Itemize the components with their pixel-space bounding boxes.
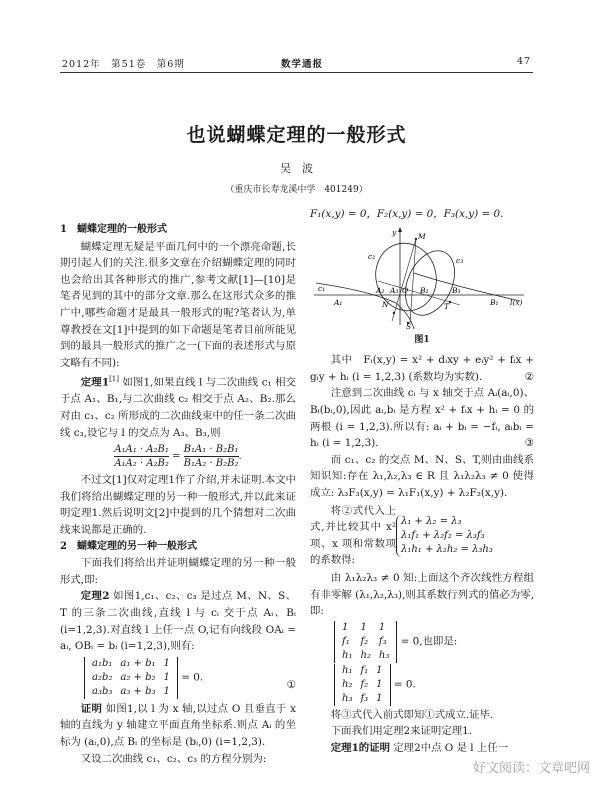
left-column xyxy=(60,222,296,767)
proof-thm1-text: 定理2中点 O 是 l 上任一 xyxy=(393,741,509,754)
label-n: N xyxy=(382,299,389,309)
curve-c1-upper xyxy=(414,273,520,301)
paragraph-pencil: 而 c₁、c₂ 的交点 M、N、S、T,则由曲线系知识知:存在 λ₁,λ₂,λ₃ ∈ R 且 λ₁λ₂λ₃ ≠ 0 使得成立: λ₃F₃(x,y) = λ₁F₁(x,y) + λ₂F₂(x,y). xyxy=(310,453,534,499)
label-a2: A₂ xyxy=(376,285,385,295)
label-a3: A₃ xyxy=(390,285,399,295)
section-1-heading: 1 蝴蝶定理的一般形式 xyxy=(60,224,167,235)
theorem-2-label: 定理2 xyxy=(80,590,110,603)
theorem-1-label: 定理1 xyxy=(80,376,110,389)
affiliation: （重庆市长寿龙溪中学 401249） xyxy=(225,185,368,195)
header-left: 2012年 第51卷 第6期 xyxy=(62,59,185,70)
formula-rhs-numerator: B₁A₁ · B₂B₁ xyxy=(183,444,239,456)
equation-det-2 xyxy=(334,621,534,663)
proof-paragraph xyxy=(60,701,296,751)
curve-c2 xyxy=(368,236,444,317)
proof-thm1-label: 定理1的证明 xyxy=(330,741,390,754)
determinant-3-tail: = 0. xyxy=(393,678,416,691)
label-b2: B₂ xyxy=(420,285,429,295)
label-c3: c₃ xyxy=(456,255,464,265)
equation-1-tail: = 0. xyxy=(181,671,204,684)
system-eq-2: λ₁f₁ + λ₂f₂ = λ₃f₃ xyxy=(401,529,485,541)
theorem-1 xyxy=(60,371,296,441)
paragraph-proof-thm1 xyxy=(310,740,534,757)
formula-ratio: $\frac{\text{A₁A₁ · A₂B₁}}{\text{A₁A₂ · A₂B₂}}$ = $\frac{\text{B₁A₁ · B₂B₁}}{\text{B₁A₂ · B₂B₂}}$ . xyxy=(114,444,242,470)
paragraph-roots xyxy=(310,385,534,451)
paragraph-curve-equations: 又设二次曲线 c₁、c₂、c₃ 的方程分别为: xyxy=(80,752,267,765)
theorem-1-text: 如图1,如果直线 l 与二次曲线 c₁ 相交于点 A₁、B₁,与二次曲线 c₂ 相交于点 A₂、B₂.那么对由 c₁、c₂ 所形成的二次曲线束中的任一条二次曲线 c₃,设它与 l 的交点为 A₃、B₃,则 xyxy=(60,376,297,439)
determinant-2-tail: = 0,也即是: xyxy=(400,635,458,648)
figure-1 xyxy=(310,225,534,330)
paragraph-where xyxy=(310,352,534,385)
label-l-x: l(x) xyxy=(510,297,523,307)
theorem-1-citation: [1] xyxy=(109,375,119,384)
formula-lhs-denominator: A₁A₂ · A₂B₂ xyxy=(114,458,169,470)
paragraph-qed: 将③式代入前式即知①式成立.证毕. xyxy=(330,708,494,721)
linear-system xyxy=(396,515,493,557)
paragraph-section-2: 下面我们将给出并证明蝴蝶定理的另一种一般形式,即: xyxy=(60,557,296,586)
paragraph-nonzero-solution: 由 λ₁λ₂λ₃ ≠ 0 知:上面这个齐次线性方程组有非零解 (λ₁,λ₂,λ₃),则其系数行列式的值必为零,即: xyxy=(310,571,534,618)
theorem-2-text: 如图1,c₁、c₂、c₃ 是过点 M、N、S、T 的三条二次曲线,直线 l 与 cᵢ 交于点 Aᵢ、Bᵢ (i=1,2,3).对直线 l 上任一点 O,记有向线段 OAᵢ = aᵢ, OBᵢ = bᵢ (i=1,2,3),则有: xyxy=(60,590,296,653)
article-title: 也说蝴蝶定理的一般形式 xyxy=(186,124,407,146)
paragraph-motivation: 不过文[1]仅对定理1作了介绍,并未证明.本文中我们将给出蝴蝶定理的另一种一般形式,并以此来证明定理1.然后说明文[2]中提到的几个猜想对二次曲线来说都是正确的. xyxy=(60,474,296,536)
site-watermark: 好文阅读：文章吧网 xyxy=(472,761,590,776)
equation-3-number: ③ xyxy=(524,437,534,450)
label-m: M xyxy=(418,231,426,241)
proof-label: 证明 xyxy=(80,702,103,715)
right-column xyxy=(310,206,534,756)
equation-2-number: ② xyxy=(524,370,534,383)
section-2-heading: 2 蝴蝶定理的另一种一般形式 xyxy=(60,540,197,552)
figure-1-caption: 图1 xyxy=(414,334,430,345)
curve-c1 xyxy=(316,283,414,329)
header-page-number: 47 xyxy=(517,56,532,67)
roots-text: 注意到二次曲线 cᵢ 与 x 轴交于点 Aᵢ(aᵢ,0)、Bᵢ(bᵢ,0),因此 aᵢ,bᵢ 是方程 x² + fᵢx + hᵢ = 0 的两根 (i = 1,2,3).所以有: aᵢ + bᵢ = −fᵢ, aᵢbᵢ = hᵢ (i = 1,2,3). xyxy=(310,387,534,450)
label-a1: A₁ xyxy=(334,297,343,307)
label-y: y xyxy=(392,227,397,237)
proof-text: 如图1,以 l 为 x 轴,以过点 O 且垂直于 x 轴的直线为 y 轴建立平面直角坐标系.则点 Aᵢ 的坐标为 (aᵢ,0),点 Bᵢ 的坐标是 (bᵢ,0) (i=1,2,3). xyxy=(60,702,296,748)
chord-mn xyxy=(392,239,416,321)
label-s: S xyxy=(406,321,412,330)
paragraph-coefficients xyxy=(310,503,534,569)
label-o: O xyxy=(402,285,409,295)
label-b1: B₁ xyxy=(490,297,499,307)
label-t: T xyxy=(444,301,450,311)
label-c1: c₁ xyxy=(318,283,326,293)
header-rule xyxy=(60,72,533,73)
determinant-2: 1 1 1 f₁ f₂ f₃ h₁ h₂ h₃ xyxy=(334,621,397,663)
formula-lhs-numerator: A₁A₁ · A₂B₁ xyxy=(114,444,169,456)
author: 吴 波 xyxy=(280,162,313,175)
paragraph-next: 下面我们用定理2来证明定理1. xyxy=(330,725,473,738)
system-eq-1: λ₁ + λ₂ = λ₃ xyxy=(401,515,462,527)
label-c2: c₂ xyxy=(368,251,376,261)
coefficients-text: 将②式代入上式,并比较其中 x² 项、x 项和常数项的系数得: xyxy=(310,504,396,567)
equation-det-3 xyxy=(334,664,534,706)
determinant-3: h₁ f₁ 1 h₂ f₂ 1 h₃ f₃ 1 xyxy=(334,664,391,706)
equation-1 xyxy=(84,657,296,699)
label-b3: B₃ xyxy=(452,285,461,295)
theorem-2 xyxy=(60,588,296,654)
y-axis-arrow xyxy=(398,227,402,232)
paragraph-intro: 蝴蝶定理无疑是平面几何中的一个漂亮命题,长期引起人们的关注.很多文章在介绍蝴蝶定理的同时也会给出其各种形式的推广,参考文献[1]—[10]是笔者见到的其中的部分文章.那么在这形式众多的推广中,哪些命题才是最具一般形式的呢?笔者认为,单尊教授在文[1]中提到的如下命题是笔者目前所能见到的最具一般形式的推广之一(下面的表述形式与原文略有不同): xyxy=(60,240,296,369)
formula-rhs-denominator: B₁A₂ · B₂B₂ xyxy=(183,458,239,470)
determinant-1: a₁b₁ a₁ + b₁ 1 a₂b₂ a₂ + b₂ 1 a₃b₃ a₃ + b₃ 1 xyxy=(84,657,178,699)
equation-curves: F₁(x,y) = 0，F₂(x,y) = 0，F₃(x,y) = 0. xyxy=(310,208,504,220)
equation-1-number: ① xyxy=(286,678,296,691)
header-journal: 数学通报 xyxy=(281,59,324,70)
where-text: 其中 Fᵢ(x,y) = x² + dᵢxy + eᵢy² + fᵢx + gᵢy + hᵢ (i = 1,2,3) (系数均为实数). xyxy=(310,354,534,383)
system-eq-3: λ₁h₁ + λ₂h₂ = λ₃h₃ xyxy=(401,543,493,555)
